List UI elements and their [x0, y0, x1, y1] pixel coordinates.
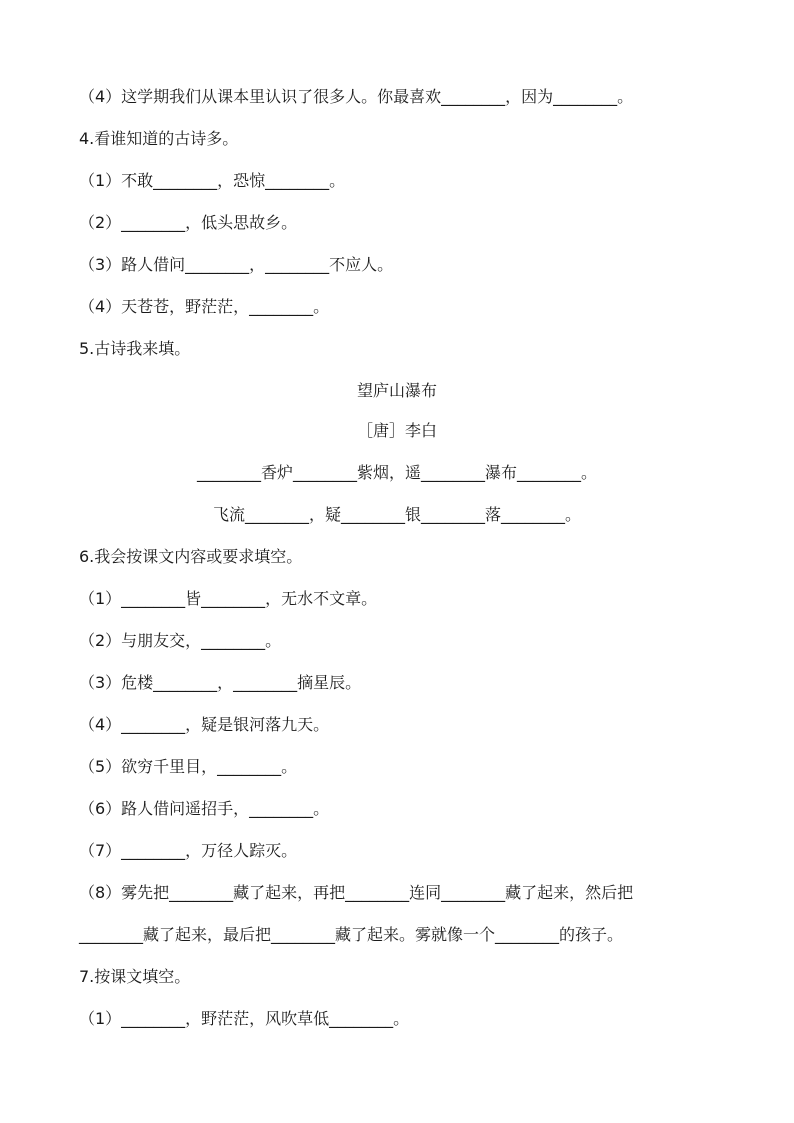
section-7-heading: 7.按课文填空。	[79, 967, 191, 986]
q4-2-text: （2）________，低头思故乡。	[79, 213, 298, 232]
q6-7-text: （7）________，万径人踪灭。	[79, 841, 298, 860]
poem-title: 望庐山瀑布	[356, 381, 437, 400]
q4-1-text: （1）不敢________，恐惊________。	[79, 171, 346, 190]
q6-2-text: （2）与朋友交，________。	[79, 631, 282, 650]
q6-5-text: （5）欲穷千里目，________。	[79, 757, 298, 776]
q6-8-text-line-1: （8）雾先把________藏了起来，再把________连同________藏了起来，然后把	[79, 883, 634, 902]
poem-author: ［唐］李白	[356, 421, 437, 440]
poem-line-1: ________香炉________紫烟，遥________瀑布________。	[196, 463, 597, 482]
q6-6-text: （6）路人借问遥招手，________。	[79, 799, 330, 818]
q6-1-text: （1）________皆________，无水不文章。	[79, 589, 378, 608]
section-6-heading: 6.我会按课文内容或要求填空。	[79, 547, 303, 566]
q6-8-text-line-2: ________藏了起来，最后把________藏了起来。雾就像一个________的孩子。	[79, 925, 624, 944]
q7-1-text: （1）________，野茫茫，风吹草低________。	[79, 1009, 410, 1028]
q6-3-text: （3）危楼________，________摘星辰。	[79, 673, 362, 692]
q4-4-text: （4）天苍苍，野茫茫，________。	[79, 297, 330, 316]
q4-3-text: （3）路人借问________，________不应人。	[79, 255, 394, 274]
poem-line-2: 飞流________，疑________银________落________。	[212, 505, 581, 524]
q3-4-text: （4）这学期我们从课本里认识了很多人。你最喜欢________，因为________。	[79, 87, 634, 106]
section-4-heading: 4.看谁知道的古诗多。	[79, 129, 239, 148]
section-5-heading: 5.古诗我来填。	[79, 339, 191, 358]
q6-4-text: （4）________，疑是银河落九天。	[79, 715, 330, 734]
